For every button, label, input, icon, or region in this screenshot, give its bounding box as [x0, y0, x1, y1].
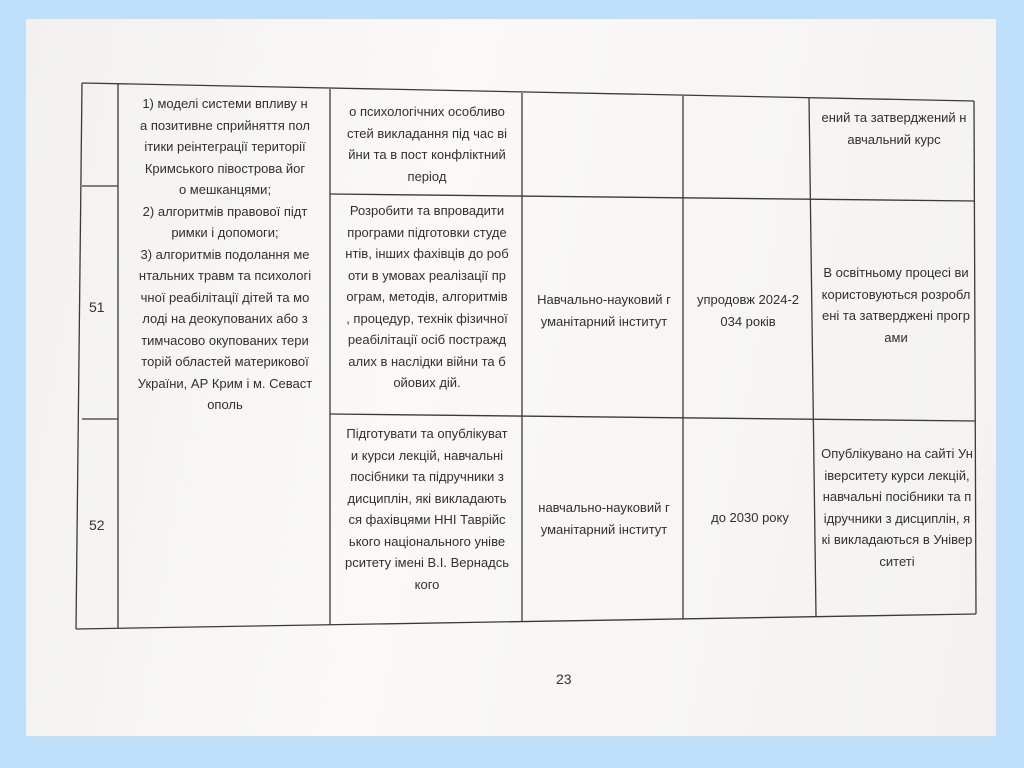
text-line: України, АР Крим і м. Севаст: [137, 375, 313, 391]
text-line: період: [407, 168, 447, 184]
text-line: и курси лекцій, навчальні: [350, 447, 504, 463]
text-line: рситету імені В.І. Вернадсь: [344, 555, 510, 570]
executor-cell-52: [526, 497, 682, 540]
document-page: [26, 19, 996, 736]
result-cell-52: [820, 443, 974, 572]
text-line: ся фахівцями ННІ Таврійс: [348, 512, 506, 527]
text-line: ітики реінтеграції території: [144, 139, 306, 154]
text-line: ького національного уніве: [348, 533, 506, 549]
page-number: 23: [556, 671, 572, 687]
text-line: програми підготовки студе: [347, 224, 507, 240]
task-cell-52: [334, 423, 520, 595]
text-line: 034 років: [720, 313, 776, 329]
result-cell-prev: [816, 107, 972, 150]
text-line: ограм, методів, алгоритмів: [346, 289, 508, 304]
result-cell-51: [818, 262, 974, 348]
text-line: алих в наслідки війни та б: [348, 353, 506, 369]
text-line: Опублікувано на сайті Ун: [821, 446, 973, 461]
text-line: навчально-науковий г: [538, 500, 670, 515]
text-line: навчальні посібники та п: [822, 489, 972, 504]
text-line: Підготувати та опублікуват: [346, 426, 508, 441]
text-line: лоді на деокупованих або з: [142, 311, 308, 326]
executor-cell-51: [526, 289, 682, 332]
text-line: чної реабілітації дітей та мо: [140, 289, 310, 305]
text-line: ені та затверджені прогр: [821, 308, 970, 323]
text-line: торій областей материкової: [141, 354, 309, 369]
text-line: Навчально-науковий г: [537, 292, 671, 307]
text-line: Кримського півострова йог: [144, 160, 306, 176]
text-line: В освітньому процесі ви: [823, 265, 969, 280]
text-line: ситеті: [879, 553, 915, 569]
text-line: стей викладання під час ві: [346, 125, 508, 141]
text-line: уманітарний інститут: [540, 521, 668, 537]
text-line: ідручники з дисциплін, я: [823, 510, 971, 526]
text-line: упродовж 2024-2: [696, 292, 800, 307]
text-line: кого: [414, 576, 440, 592]
text-line: нтальних травм та психологі: [138, 268, 312, 283]
text-line: Розробити та впровадити: [349, 203, 505, 218]
term-cell-52: [686, 507, 814, 529]
text-line: а позитивне сприйняття пол: [140, 117, 310, 133]
text-line: ополь: [207, 397, 243, 412]
text-line: о психологічних особливо: [349, 104, 505, 119]
text-line: ойових дій.: [393, 375, 461, 390]
text-line: ами: [884, 329, 908, 345]
text-line: ений та затверджений н: [821, 110, 967, 125]
task-cell-prev: [334, 101, 520, 187]
target-area-cell: [122, 93, 328, 416]
text-line: , процедур, технік фізичної: [346, 310, 508, 326]
text-line: реабілітації осіб постражд: [347, 332, 507, 347]
text-line: йни та в пост конфліктний: [348, 147, 506, 162]
row-number-52: 52: [89, 517, 105, 533]
task-cell-51: [334, 200, 520, 394]
text-line: 2) алгоритмів правової підт: [142, 203, 308, 219]
text-line: дисциплін, які викладають: [347, 490, 507, 506]
text-line: до 2030 року: [711, 510, 789, 525]
row-number-51: 51: [89, 299, 105, 315]
text-line: 3) алгоритмів подолання ме: [140, 246, 310, 262]
text-line: авчальний курс: [847, 131, 941, 147]
text-line: тимчасово окупованих тери: [141, 332, 309, 348]
text-line: о мешканцями;: [178, 182, 272, 197]
text-line: нтів, інших фахівців до роб: [345, 246, 509, 261]
text-line: римки і допомоги;: [171, 225, 279, 240]
text-line: кі викладаються в Універ: [821, 532, 973, 547]
text-line: користовуються розробл: [821, 286, 971, 302]
text-line: уманітарний інститут: [540, 313, 668, 329]
term-cell-51: [686, 289, 810, 332]
text-line: іверситету курси лекцій,: [824, 467, 970, 483]
text-line: 1) моделі системи впливу н: [142, 96, 308, 111]
text-line: посібники та підручники з: [350, 469, 504, 484]
text-line: оти в умовах реалізації пр: [347, 267, 507, 283]
